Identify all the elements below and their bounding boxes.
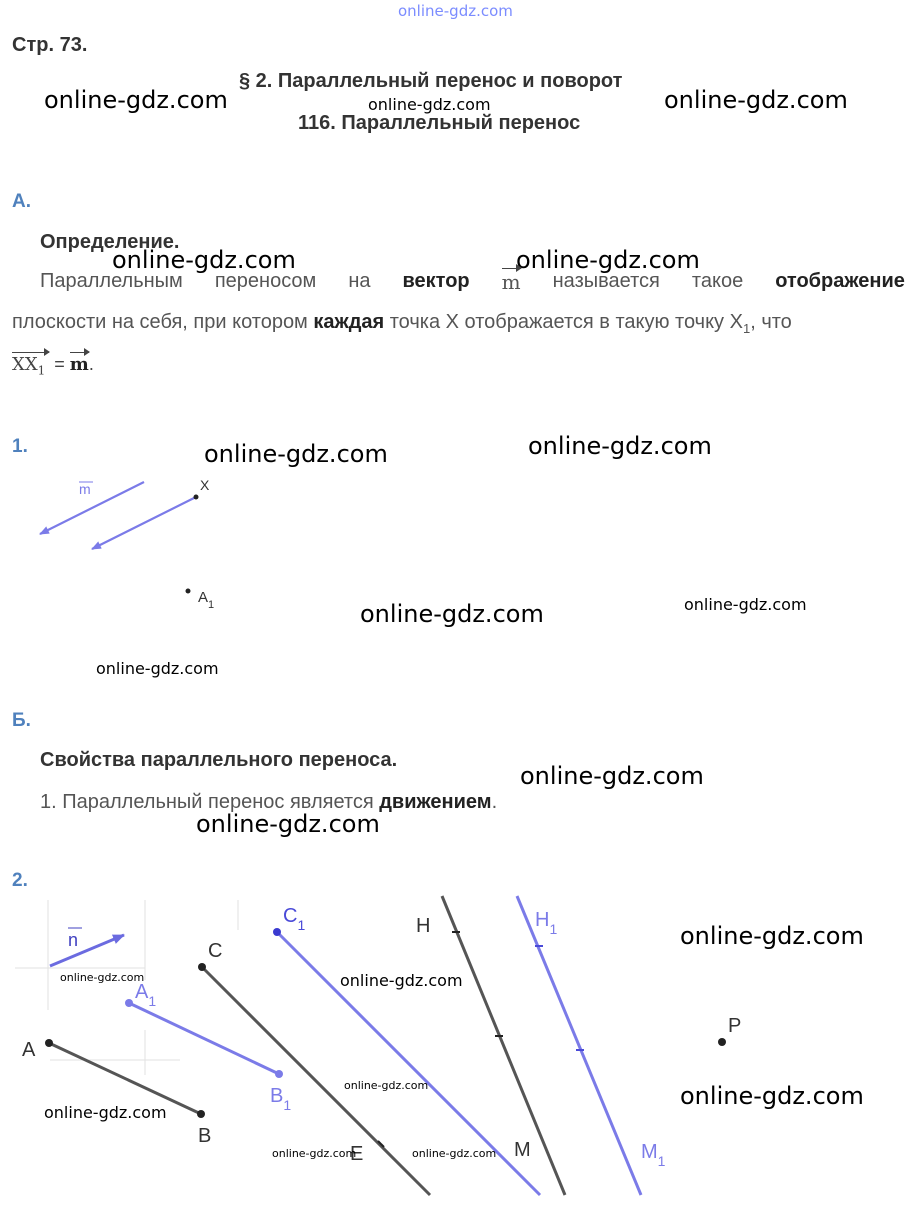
section-title: § 2. Параллельный перенос и поворот xyxy=(239,70,623,92)
vector-xx1-symbol: $XX_1$ xyxy=(12,354,49,378)
definition-heading: Определение. xyxy=(40,231,180,253)
watermark: online-gdz.com xyxy=(272,1147,357,1160)
definition-text-2b: точка X отображается в такую точку X xyxy=(384,311,743,333)
watermark: online-gdz.com xyxy=(528,432,712,460)
definition-text-1b: переносом xyxy=(214,270,317,292)
point-e-label: E xyxy=(350,1143,364,1165)
property-1-bold: движением xyxy=(379,791,492,813)
page-reference: Стр. 73. xyxy=(12,34,88,56)
vector-m-label: m xyxy=(79,481,91,497)
watermark-top: online-gdz.com xyxy=(398,2,513,20)
point-a xyxy=(45,1039,53,1047)
watermark: online-gdz.com xyxy=(664,86,848,114)
definition-bold-vector: вектор xyxy=(402,270,470,292)
watermark: online-gdz.com xyxy=(680,1082,864,1110)
point-x xyxy=(194,495,199,500)
point-a-label: A xyxy=(22,1039,36,1061)
point-a1-label: $A_1$ xyxy=(198,589,215,611)
point-b xyxy=(197,1110,205,1118)
subsection-title: 116. Параллельный перенос xyxy=(298,112,581,134)
vector-n-arrow xyxy=(50,935,124,966)
definition-text-2c: , что xyxy=(750,311,792,333)
properties-heading: Свойства параллельного переноса. xyxy=(40,749,398,771)
point-c-label: C xyxy=(208,940,223,962)
subscript: 1 xyxy=(742,321,751,336)
vector-n-label: n xyxy=(68,930,79,950)
definition-bold-mapping: отображение xyxy=(775,270,905,292)
point-b1-label: $B_1$ xyxy=(270,1085,292,1113)
definition-text-1c: на xyxy=(348,270,371,292)
watermark: online-gdz.com xyxy=(44,1103,167,1122)
item-1-label: 1. xyxy=(12,436,28,457)
item-2-label: 2. xyxy=(12,870,28,891)
point-a1 xyxy=(125,999,133,1007)
point-c xyxy=(198,963,206,971)
definition-bold-each: каждая xyxy=(313,311,385,333)
definition-text-1a: Параллельным xyxy=(40,270,183,292)
point-m-label: M xyxy=(514,1139,531,1161)
watermark: online-gdz.com xyxy=(412,1147,497,1160)
equals-sign: = xyxy=(49,354,70,374)
definition-line-2 xyxy=(12,311,792,336)
point-h-label: H xyxy=(416,915,431,937)
point-h1-label: $H_1$ xyxy=(535,909,558,937)
property-1-text: 1. Параллельный перенос является xyxy=(40,791,380,813)
point-a1-label: $A_1$ xyxy=(135,981,157,1009)
part-b-label: Б. xyxy=(12,710,31,731)
item-1-figure xyxy=(0,460,300,620)
definition-line-1 xyxy=(40,270,905,294)
point-b-label: B xyxy=(198,1125,212,1147)
point-c1-label: $C_1$ xyxy=(283,905,306,933)
segment-a1b1 xyxy=(129,1003,279,1074)
point-b1 xyxy=(275,1070,283,1078)
watermark: online-gdz.com xyxy=(196,810,380,838)
period: . xyxy=(88,354,94,374)
watermark: online-gdz.com xyxy=(340,971,463,990)
watermark: online-gdz.com xyxy=(680,922,864,950)
watermark: online-gdz.com xyxy=(44,86,228,114)
watermark: online-gdz.com xyxy=(360,600,544,628)
part-a-label: А. xyxy=(12,191,31,212)
point-x-label: X xyxy=(200,477,210,493)
period: . xyxy=(491,791,498,813)
watermark: online-gdz.com xyxy=(112,246,296,274)
watermark: online-gdz.com xyxy=(96,659,219,678)
translated-vector-arrow xyxy=(92,497,196,549)
point-p-label: P xyxy=(728,1015,742,1037)
point-c1 xyxy=(273,928,281,936)
watermark: online-gdz.com xyxy=(344,1079,429,1092)
definition-text-1d: называется xyxy=(552,270,660,292)
watermark: online-gdz.com xyxy=(516,246,700,274)
point-a1 xyxy=(186,589,191,594)
definition-text-1e: такое xyxy=(691,270,744,292)
definition-text-2a: плоскости на себя, при котором xyxy=(12,311,314,333)
line-h1m1 xyxy=(517,896,641,1195)
point-p xyxy=(718,1038,726,1046)
vector-m-symbol: m xyxy=(69,354,89,375)
vector-m-symbol: m xyxy=(501,270,521,294)
watermark: online-gdz.com xyxy=(60,971,145,984)
watermark: online-gdz.com xyxy=(204,440,388,468)
watermark: online-gdz.com xyxy=(520,762,704,790)
grid-lines xyxy=(15,900,238,1075)
point-m1-label: $M_1$ xyxy=(641,1141,666,1169)
watermark: online-gdz.com xyxy=(368,95,491,114)
watermark: online-gdz.com xyxy=(684,595,807,614)
definition-formula xyxy=(12,354,94,378)
vector-m-arrow xyxy=(40,482,144,534)
